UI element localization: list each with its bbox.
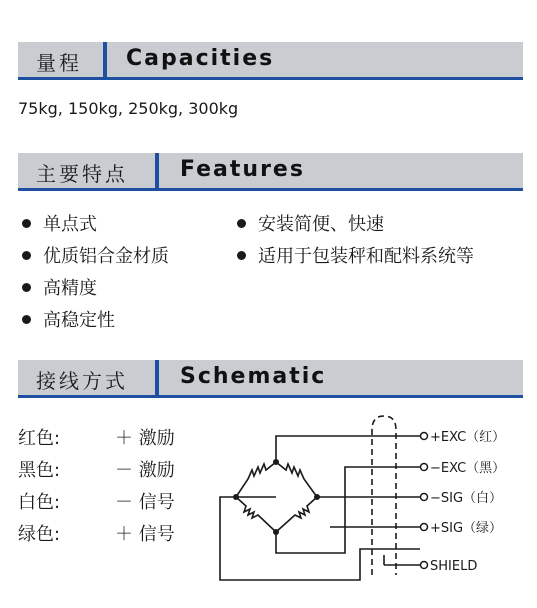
wire-signal: － 激励 xyxy=(115,460,175,481)
wire-color-white: 白色: xyxy=(18,492,61,513)
feature-item: 适用于包装秤和配料系统等 xyxy=(237,242,474,268)
capacities-title-zh: 量程 xyxy=(36,51,82,75)
feature-item: 安装简便、快速 xyxy=(237,210,384,236)
terminal-label: −EXC（黑） xyxy=(430,461,506,476)
feature-item: 高精度 xyxy=(22,274,97,300)
wire-signal: － 信号 xyxy=(115,492,175,513)
bullet-icon xyxy=(22,251,31,260)
terminal-label: −SIG（白） xyxy=(430,491,503,506)
capacities-values: 75kg, 150kg, 250kg, 300kg xyxy=(18,99,239,118)
bullet-icon xyxy=(22,283,31,292)
capacities-header xyxy=(18,42,523,80)
bullet-icon xyxy=(237,219,246,228)
bullet-icon xyxy=(22,315,31,324)
terminal-label: +SIG（绿） xyxy=(430,521,503,536)
header-underline xyxy=(18,395,523,398)
wire-color-red: 红色: xyxy=(18,428,61,449)
schematic-title-zh: 接线方式 xyxy=(36,369,128,393)
features-title-zh: 主要特点 xyxy=(36,162,128,186)
bullet-icon xyxy=(237,251,246,260)
capacities-title-en: Capacities xyxy=(126,46,275,71)
header-separator xyxy=(103,42,107,80)
header-underline xyxy=(18,77,523,80)
wire-signal: ＋ 激励 xyxy=(115,428,175,449)
schematic-header xyxy=(18,360,523,398)
wire-signal: ＋ 信号 xyxy=(115,524,175,545)
feature-item: 单点式 xyxy=(22,210,97,236)
feature-item: 优质铝合金材质 xyxy=(22,242,169,268)
wire-color-green: 绿色: xyxy=(18,524,61,545)
wire-color-black: 黑色: xyxy=(18,460,61,481)
schematic-title-en: Schematic xyxy=(180,364,327,389)
feature-item: 高稳定性 xyxy=(22,306,115,332)
bridge-schematic-diagram xyxy=(0,400,537,600)
terminal-label: SHIELD xyxy=(430,559,478,574)
header-separator xyxy=(155,153,159,191)
features-header xyxy=(18,153,523,191)
terminal-label: +EXC（红） xyxy=(430,430,506,445)
features-title-en: Features xyxy=(180,157,305,182)
header-separator xyxy=(155,360,159,398)
header-underline xyxy=(18,188,523,191)
bullet-icon xyxy=(22,219,31,228)
